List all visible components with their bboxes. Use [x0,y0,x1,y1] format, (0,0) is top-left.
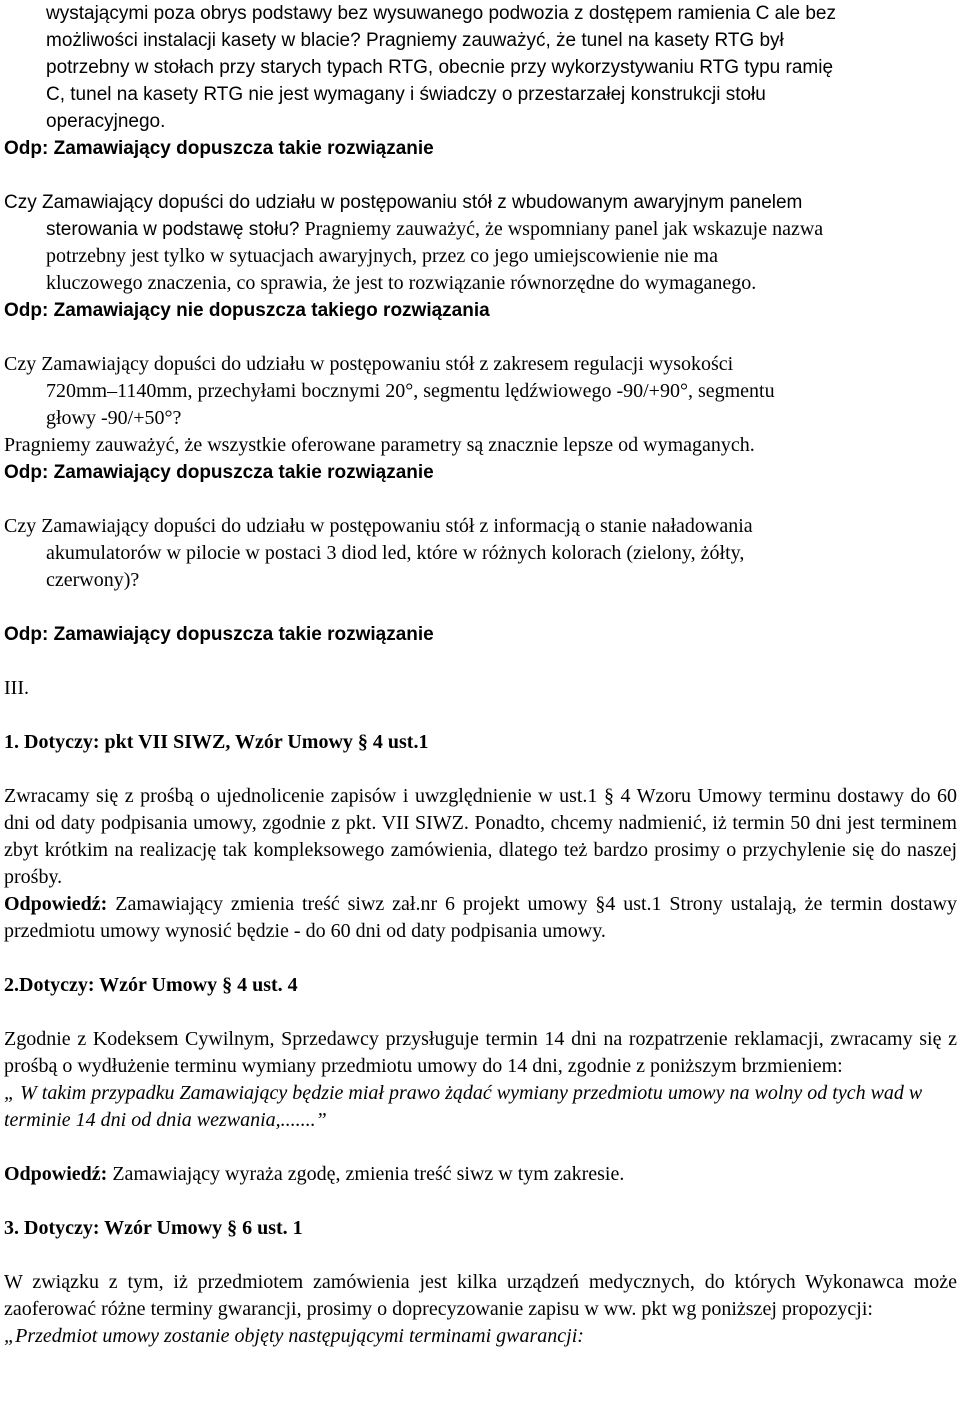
question-heading: 3. Dotyczy: Wzór Umowy § 6 ust. 1 [4,1217,303,1239]
answer-text: Zamawiający zmienia treść siwz zał.nr 6 projekt umowy §4 ust.1 Strony ustalają, że termin dostawy przedmiotu umowy wynosić będzie - do 60 dni od daty podpisania umowy. [4,893,957,942]
text-line: potrzebny w stołach przy starych typach RTG, obecnie przy wykorzystywaniu RTG typu ramię [46,57,834,78]
text-line: potrzebny jest tylko w sytuacjach awaryjnych, przez co jego umiejscowienie nie ma [46,245,718,267]
text-line: C, tunel na kasety RTG nie jest wymagany i świadczy o przestarzałej konstrukcji stołu [46,84,766,105]
section-heading: III. [4,677,29,699]
question-line: Czy Zamawiający dopuści do udziału w postępowaniu stół z informacją o stanie naładowania [4,515,753,537]
question-block-panel [4,189,957,297]
text-span: sterowania w podstawę stołu? [46,219,300,240]
question-block-height [4,351,957,459]
quoted-proposal: „Przedmiot umowy zostanie objęty następującymi terminami gwarancji: [4,1325,584,1347]
question-block-tunnel [4,0,957,135]
answer-line: Odp: Zamawiający nie dopuszcza takiego rozwiązania [4,300,490,321]
text-line: Pragniemy zauważyć, że wszystkie oferowane parametry są znacznie lepsze od wymaganych. [4,434,755,456]
text-span: Pragniemy zauważyć, że wspomniany panel jak wskazuje nazwa [299,218,824,240]
question-line: Czy Zamawiający dopuści do udziału w postępowaniu stół z wbudowanym awaryjnym panelem [4,192,803,213]
answer-line: Odp: Zamawiający dopuszcza takie rozwiązanie [4,462,434,483]
answer-paragraph [4,891,957,945]
text-line: głowy -90/+50°? [46,407,182,429]
question-line: Czy Zamawiający dopuści do udziału w postępowaniu stół z zakresem regulacji wysokości [4,353,734,375]
text-line: możliwości instalacji kasety w blacie? Pragniemy zauważyć, że tunel na kasety RTG był [46,30,784,51]
quoted-proposal: „ W takim przypadku Zamawiający będzie miał prawo żądać wymiany przedmiotu umowy na wolny od tych wad w terminie 14 dni od dnia wezwania,.......” [4,1082,923,1131]
question-body: Zwracamy się z prośbą o ujednolicenie zapisów i uwzględnienie w ust.1 § 4 Wzoru Umowy terminu dostawy do 60 dni od daty podpisania umowy, zgodnie z pkt. VII SIWZ. Ponadto, chcemy nadmienić, iż termin 50 dni jest terminem zbyt krótkim na realizację tak kompleksowego zamówienia, dlatego też bardzo prosimy o przychylenie się do naszej prośby. [4,785,957,888]
text-line: kluczowego znaczenia, co sprawia, że jest to rozwiązanie równorzędne do wymaganego. [46,272,757,294]
answer-text: Zamawiający wyraża zgodę, zmienia treść siwz w tym zakresie. [107,1163,625,1185]
answer-line: Odp: Zamawiający dopuszcza takie rozwiązanie [4,624,434,645]
question-block-battery [4,513,957,594]
text-line: 720mm–1140mm, przechyłami bocznymi 20°, segmentu lędźwiowego -90/+90°, segmentu [46,380,775,402]
answer-label: Odpowiedź: [4,1163,108,1185]
text-line: operacyjnego. [46,111,166,132]
question-body: Zgodnie z Kodeksem Cywilnym, Sprzedawcy przysługuje termin 14 dni na rozpatrzenie reklamacji, zwracamy się z prośbą o wydłużenie terminu wymiany przedmiotu umowy do 14 dni, zgodnie z poniższym brzmieniem: [4,1028,957,1077]
text-line: wystającymi poza obrys podstawy bez wysuwanego podwozia z dostępem ramienia C ale bez [46,3,836,24]
answer-label: Odpowiedź: [4,893,108,915]
question-heading: 1. Dotyczy: pkt VII SIWZ, Wzór Umowy § 4 ust.1 [4,731,429,753]
text-line [46,216,957,243]
document-page [4,0,957,1350]
answer-paragraph [4,1161,957,1188]
question-heading: 2.Dotyczy: Wzór Umowy § 4 ust. 4 [4,974,298,996]
text-line: akumulatorów w pilocie w postaci 3 diod led, które w różnych kolorach (zielony, żółty, [46,542,745,564]
question-body: W związku z tym, iż przedmiotem zamówienia jest kilka urządzeń medycznych, do których Wykonawca może zaoferować różne terminy gwarancji, prosimy o doprecyzowanie zapisu w ww. pkt wg poniższej propozycji: [4,1271,957,1320]
text-line: czerwony)? [46,569,140,591]
answer-line: Odp: Zamawiający dopuszcza takie rozwiązanie [4,138,434,159]
